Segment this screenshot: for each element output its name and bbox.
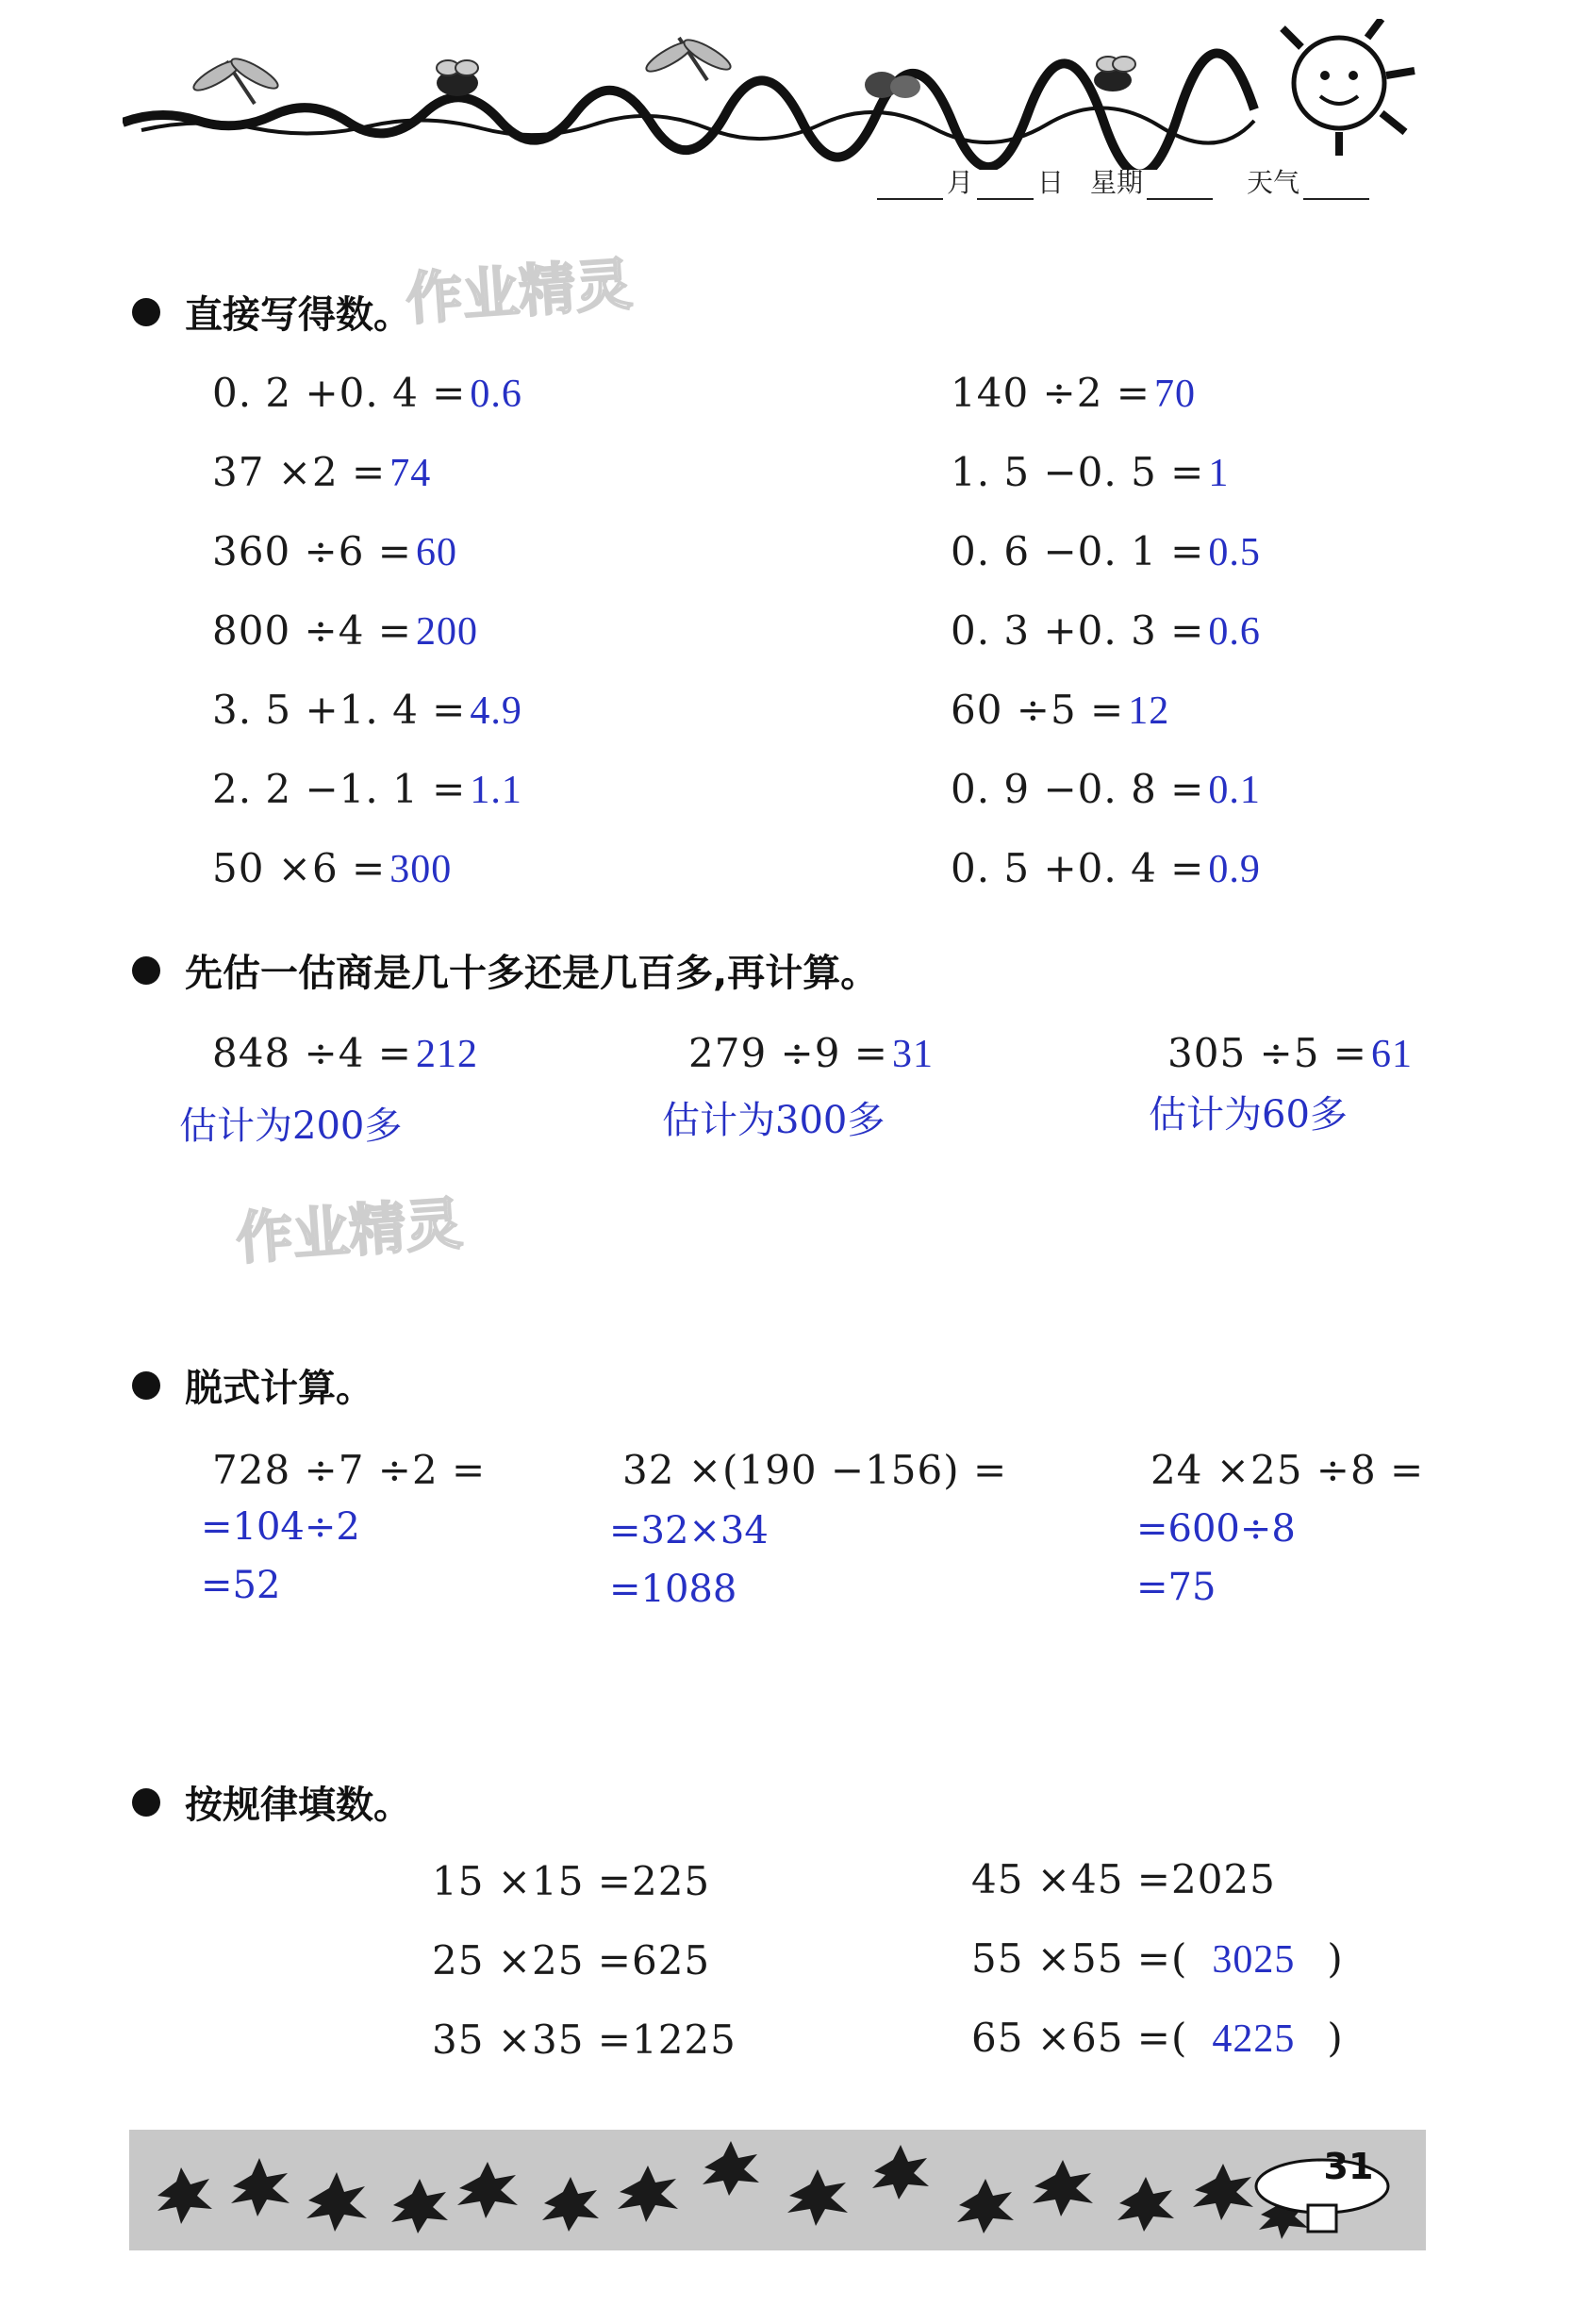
section-title-pattern: 按规律填数。 bbox=[132, 1775, 411, 1829]
answer: 0.1 bbox=[1208, 769, 1261, 812]
answer: 0.5 bbox=[1208, 531, 1261, 574]
section-title-direct-answers: 直接写得数。 bbox=[132, 285, 411, 339]
dragonfly-icon bbox=[643, 35, 734, 80]
answer: 200 bbox=[415, 610, 478, 654]
pattern-right-column bbox=[971, 1856, 1344, 2094]
problem-row: 60 ÷5 =12 bbox=[951, 687, 1170, 733]
bullet-icon bbox=[132, 956, 160, 985]
date-line bbox=[877, 162, 1424, 200]
answer: 1.1 bbox=[470, 769, 522, 812]
step-problem: 32 ×(190 −156) = bbox=[622, 1447, 1008, 1493]
answer: 70 bbox=[1153, 373, 1196, 416]
step-line: =75 bbox=[1136, 1566, 1217, 1609]
answer: 0.9 bbox=[1208, 848, 1261, 891]
estimate-problem: 305 ÷5 =61 bbox=[1167, 1030, 1413, 1076]
leaf-icon bbox=[457, 2162, 518, 2218]
step-line: =32×34 bbox=[609, 1509, 769, 1552]
answer: 0.6 bbox=[1208, 610, 1261, 654]
problem-row: 800 ÷4 =200 bbox=[212, 607, 478, 654]
answer: 1 bbox=[1208, 452, 1230, 495]
answer: 74 bbox=[389, 452, 432, 495]
month-label: 月 bbox=[947, 167, 974, 198]
leaf-icon bbox=[231, 2158, 290, 2216]
dragonfly-icon bbox=[190, 54, 281, 104]
pattern-row: 25 ×25 =625 bbox=[432, 1937, 711, 1984]
bullet-icon bbox=[132, 298, 160, 326]
bee-icon bbox=[1094, 57, 1135, 91]
leaf-icon bbox=[1193, 2164, 1253, 2220]
direct-answers-right-column bbox=[951, 370, 1261, 924]
problem-row: 0. 3 +0. 3 =0.6 bbox=[951, 607, 1261, 654]
direct-answers-left-column bbox=[212, 370, 522, 924]
leaves-decoration bbox=[129, 2130, 1426, 2250]
answer: 60 bbox=[415, 531, 457, 574]
problem-row: 0. 2 +0. 4 =0.6 bbox=[212, 370, 522, 416]
footer-leaf-strip bbox=[129, 2130, 1426, 2250]
step-problem: 728 ÷7 ÷2 = bbox=[212, 1447, 487, 1493]
problem-row: 50 ×6 =300 bbox=[212, 845, 453, 891]
answer: 4225 bbox=[1212, 2017, 1296, 2061]
bullet-icon bbox=[132, 1371, 160, 1400]
step-line: =52 bbox=[201, 1564, 281, 1607]
step-problem: 24 ×25 ÷8 = bbox=[1150, 1447, 1425, 1493]
answer: 300 bbox=[389, 848, 453, 891]
leaf-icon bbox=[787, 2169, 848, 2226]
leaf-icon bbox=[391, 2179, 448, 2233]
day-label: 日 bbox=[1037, 167, 1065, 198]
answer: 212 bbox=[415, 1033, 478, 1076]
leaf-icon bbox=[1033, 2160, 1093, 2216]
problem-row: 2. 2 −1. 1 =1.1 bbox=[212, 766, 522, 812]
estimate-problem: 848 ÷4 =212 bbox=[212, 1030, 478, 1076]
step-line: =600÷8 bbox=[1136, 1507, 1296, 1551]
month-blank[interactable] bbox=[877, 170, 943, 200]
problem-row: 140 ÷2 =70 bbox=[951, 370, 1196, 416]
estimate-problem: 279 ÷9 =31 bbox=[688, 1030, 934, 1076]
weather-label: 天气 bbox=[1247, 167, 1300, 198]
section-title-step-calc: 脱式计算。 bbox=[132, 1358, 373, 1412]
problem-row: 360 ÷6 =60 bbox=[212, 528, 457, 574]
page-number: 31 bbox=[1323, 2146, 1374, 2187]
day-blank[interactable] bbox=[977, 170, 1034, 200]
pattern-row: 45 ×45 =2025 bbox=[971, 1856, 1276, 1902]
estimate-note: 估计为60多 bbox=[1149, 1093, 1348, 1137]
leaf-icon bbox=[306, 2172, 367, 2232]
leaf-icon bbox=[957, 2179, 1014, 2233]
step-line: =1088 bbox=[609, 1568, 737, 1611]
answer: 0.6 bbox=[470, 373, 522, 416]
pattern-row: 15 ×15 =225 bbox=[432, 1858, 711, 1904]
problem-row: 1. 5 −0. 5 =1 bbox=[951, 449, 1230, 495]
pattern-row: 55 ×55 =( 3025 ) bbox=[971, 1935, 1344, 1982]
estimate-note: 估计为300多 bbox=[662, 1099, 886, 1142]
watermark: 作业精灵 bbox=[404, 251, 635, 334]
week-blank[interactable] bbox=[1147, 170, 1213, 200]
problem-row: 0. 5 +0. 4 =0.9 bbox=[951, 845, 1261, 891]
answer: 61 bbox=[1370, 1033, 1413, 1076]
leaf-icon bbox=[1117, 2177, 1174, 2232]
problem-row: 0. 6 −0. 1 =0.5 bbox=[951, 528, 1261, 574]
problem-row: 3. 5 +1. 4 =4.9 bbox=[212, 687, 522, 733]
leaf-icon bbox=[872, 2145, 929, 2200]
weather-blank[interactable] bbox=[1303, 170, 1369, 200]
leaf-icon bbox=[618, 2166, 678, 2222]
pattern-left-column bbox=[432, 1858, 737, 2096]
answer: 3025 bbox=[1212, 1938, 1296, 1982]
leaf-icon bbox=[157, 2167, 212, 2224]
header-decoration bbox=[123, 19, 1424, 170]
leaf-icon bbox=[703, 2141, 759, 2196]
bullet-icon bbox=[132, 1788, 160, 1817]
step-line: =104÷2 bbox=[201, 1505, 360, 1549]
sun-icon bbox=[1283, 19, 1415, 156]
watermark: 作业精灵 bbox=[234, 1190, 465, 1273]
pattern-row: 65 ×65 =( 4225 ) bbox=[971, 2015, 1344, 2061]
estimate-note: 估计为200多 bbox=[179, 1104, 403, 1148]
week-label: 星期 bbox=[1090, 167, 1144, 198]
pattern-row: 35 ×35 =1225 bbox=[432, 2017, 737, 2063]
answer: 12 bbox=[1128, 689, 1170, 733]
leaf-icon bbox=[542, 2177, 599, 2232]
section-title-estimate: 先估一估商是几十多还是几百多,再计算。 bbox=[132, 943, 878, 997]
answer: 4.9 bbox=[470, 689, 522, 733]
answer: 31 bbox=[891, 1033, 934, 1076]
bee-icon bbox=[437, 60, 478, 96]
problem-row: 37 ×2 =74 bbox=[212, 449, 432, 495]
problem-row: 0. 9 −0. 8 =0.1 bbox=[951, 766, 1261, 812]
